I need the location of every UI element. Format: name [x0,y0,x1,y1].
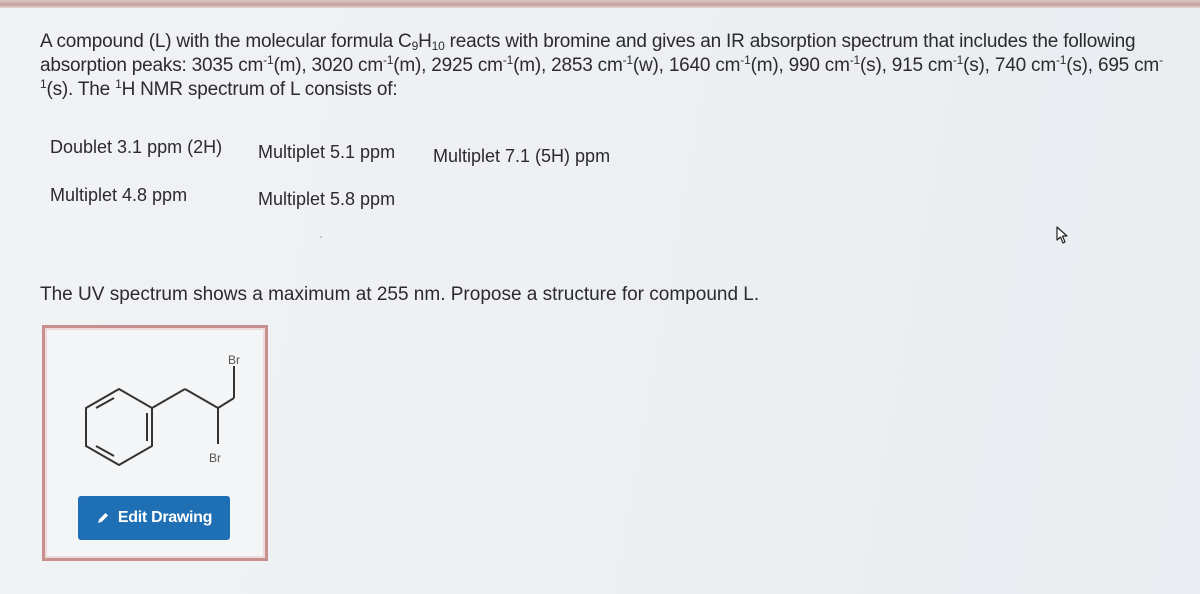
top-border [0,0,1200,8]
pencil-icon [96,511,110,525]
nmr-lead: The [77,79,116,100]
nmr-signal: Multiplet 7.1 (5H) ppm [433,146,611,166]
ir-peak: 3020 $cm^{-1}(m)$, [311,53,432,76]
edit-drawing-label: Edit Drawing [117,509,213,526]
mouse-cursor-icon [1055,225,1071,245]
ir-peak: 1640 $cm^{-1}(m)$, [668,53,789,76]
bromine-label-bottom: Br [209,451,221,465]
nmr-signal: Multiplet 5.1 ppm [258,142,396,162]
ir-peak: 3035 $cm^{-1}(m)$, [191,53,312,76]
bromine-label-top: Br [228,353,240,367]
nmr-signal: Multiplet 4.8 ppm [50,185,188,205]
ir-peak: 695 $cm^{-1}(s)$. [40,53,1163,100]
structure-drawing [63,346,253,486]
ir-peak: 2925 $cm^{-1}(m)$, [431,53,552,76]
formula-c-subscript: 9 [411,39,419,53]
question-text [40,30,1170,102]
nmr-signal: Multiplet 5.8 ppm [258,189,396,209]
nmr-mass-number: 1 [115,77,122,91]
benzene-ring [86,389,152,465]
question-continuation: reacts with bromine and gives an IR absorption spectrum that includes the following absorption peaks: [40,31,1136,76]
edit-drawing-button[interactable] [78,496,230,540]
ir-peak: 740 $cm^{-1}(s)$, [994,53,1098,76]
structure-drawing-box [42,325,268,561]
ir-peak: 990 $cm^{-1}(s)$, [788,53,892,76]
ir-peak: 915 $cm^{-1}(s)$, [891,53,995,76]
nmr-signal: Doublet 3.1 ppm (2H) [50,137,223,157]
stray-dot [320,236,322,238]
question-intro: A compound (L) with the molecular formula C [40,31,412,52]
formula-h: H [418,31,432,52]
ir-peak: 2853 $cm^{-1}(w)$, [551,53,669,76]
nmr-intro: H NMR spectrum of L consists of: [121,79,398,100]
formula-h-subscript: 10 [431,39,445,53]
uv-prompt: The UV spectrum shows a maximum at 255 nm. Propose a structure for compound L. [40,284,760,305]
